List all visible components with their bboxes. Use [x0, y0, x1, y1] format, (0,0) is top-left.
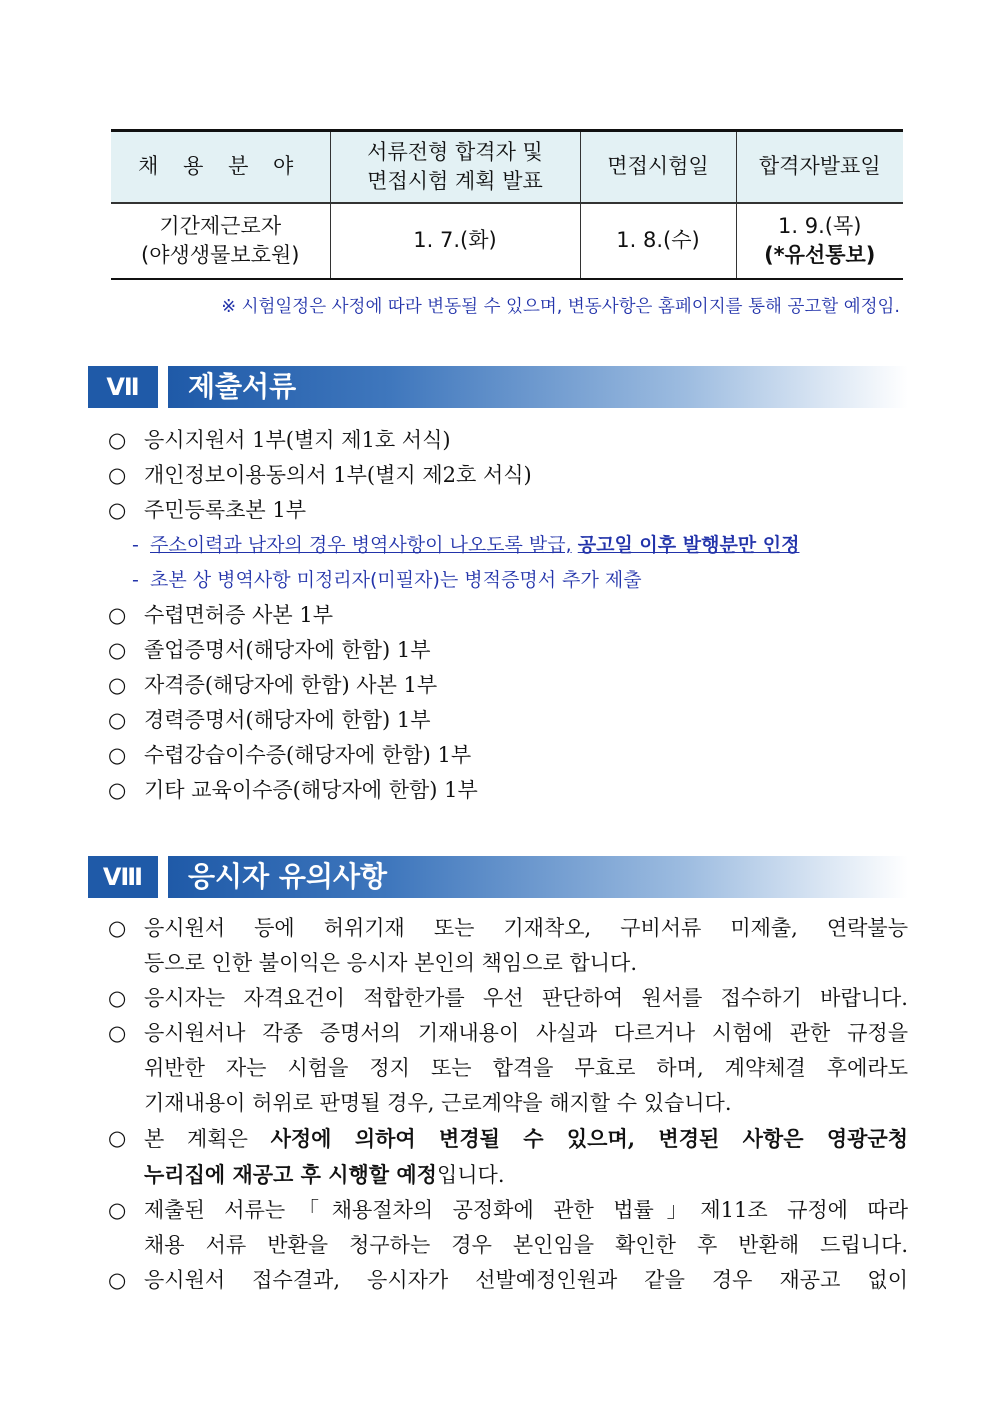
list-item: ○ 제출된 서류는「채용절차의 공정화에 관한 법률」제11조 규정에 따라 채용 서류 반환을 청구하는 경우 본인임을 확인한 후 반환해 드립니다. [108, 1193, 908, 1263]
bullet-icon: ○ [108, 463, 127, 487]
section-7-number: Ⅶ [88, 366, 158, 408]
notice-list [108, 911, 908, 1298]
bullet-icon: ○ [108, 1268, 127, 1292]
cell-field [111, 203, 330, 279]
list-item: ○ 졸업증명서(해당자에 한함) 1부 [108, 633, 908, 668]
table-row [111, 203, 903, 279]
section-8-number: Ⅷ [88, 856, 158, 898]
result-note: (*유선통보) [764, 242, 876, 267]
cell-result-date [736, 203, 903, 279]
schedule-table [111, 129, 903, 280]
bullet-icon: ○ [108, 1021, 127, 1045]
list-item: ○ 수렵강습이수증(해당자에 한함) 1부 [108, 738, 908, 773]
field-line1: 기간제근로자 [159, 213, 282, 238]
list-item: ○ 기타 교육이수증(해당자에 한함) 1부 [108, 773, 908, 808]
cell-doc-date: 1. 7.(화) [330, 203, 580, 279]
schedule-note: ※ 시험일정은 사정에 따라 변동될 수 있으며, 변동사항은 홈페이지를 통해 공고할 예정임. [221, 297, 900, 317]
section-7-header [88, 366, 908, 408]
header-doc-line2: 면접시험 계획 발표 [367, 168, 543, 193]
sub-item: - 주소이력과 남자의 경우 병역사항이 나오도록 발급, 공고일 이후 발행분만 인정 [132, 534, 800, 556]
list-item: ○ 응시원서나 각종 증명서의 기재내용이 사실과 다르거나 시험에 관한 규정을 위반한 자는 시험을 정지 또는 합격을 무효로 하며, 계약체결 후에라도 기재내용이 허위로 판명될 경우, 근로계약을 해지할 수 있습니다. [108, 1016, 908, 1121]
list-item: ○ 응시원서 접수결과, 응시자가 선발예정인원과 같을 경우 재공고 없이 [108, 1263, 908, 1298]
header-doc-line1: 서류전형 합격자 및 [367, 139, 543, 164]
bullet-icon: ○ [108, 743, 127, 767]
field-line2: (야생생물보호원) [141, 242, 300, 267]
list-item: ○ 경력증명서(해당자에 한함) 1부 [108, 703, 908, 738]
header-field: 채 용 분 야 [111, 131, 330, 203]
section-8-title: 응시자 유의사항 [188, 860, 388, 893]
list-item: ○ 주민등록초본 1부 [108, 493, 908, 528]
header-result: 합격자발표일 [736, 131, 903, 203]
table-header-row [111, 131, 903, 203]
header-doc-announce [330, 131, 580, 203]
bullet-icon: ○ [108, 708, 127, 732]
list-item: ○ 응시지원서 1부(별지 제1호 서식) [108, 423, 908, 458]
bullet-icon: ○ [108, 778, 127, 802]
list-item: ○ 개인정보이용동의서 1부(별지 제2호 서식) [108, 458, 908, 493]
bullet-icon: ○ [108, 1198, 127, 1222]
bullet-icon: ○ [108, 986, 127, 1010]
list-item: ○ 본 계획은 사정에 의하여 변경될 수 있으며, 변경된 사항은 영광군청 누리집에 재공고 후 시행할 예정입니다. [108, 1121, 908, 1193]
list-item: ○ 응시자는 자격요건이 적합한가를 우선 판단하여 원서를 접수하기 바랍니다. [108, 981, 908, 1016]
documents-list [108, 423, 908, 808]
bullet-icon: ○ [108, 603, 127, 627]
sub-item: - 초본 상 병역사항 미정리자(미필자)는 병적증명서 추가 제출 [132, 569, 642, 591]
bullet-icon: ○ [108, 916, 127, 940]
bullet-icon: ○ [108, 498, 127, 522]
list-item: ○ 응시원서 등에 허위기재 또는 기재착오, 구비서류 미제출, 연락불능 등으로 인한 불이익은 응시자 본인의 책임으로 합니다. [108, 911, 908, 981]
cell-interview-date: 1. 8.(수) [580, 203, 736, 279]
section-8-header [88, 856, 908, 898]
bullet-icon: ○ [108, 673, 127, 697]
header-interview: 면접시험일 [580, 131, 736, 203]
list-item: ○ 자격증(해당자에 한함) 사본 1부 [108, 668, 908, 703]
list-item: ○ 수렵면허증 사본 1부 [108, 598, 908, 633]
section-7-title: 제출서류 [188, 370, 297, 403]
bullet-icon: ○ [108, 428, 127, 452]
bullet-icon: ○ [108, 1126, 127, 1150]
bullet-icon: ○ [108, 638, 127, 662]
result-date: 1. 9.(목) [778, 213, 862, 238]
